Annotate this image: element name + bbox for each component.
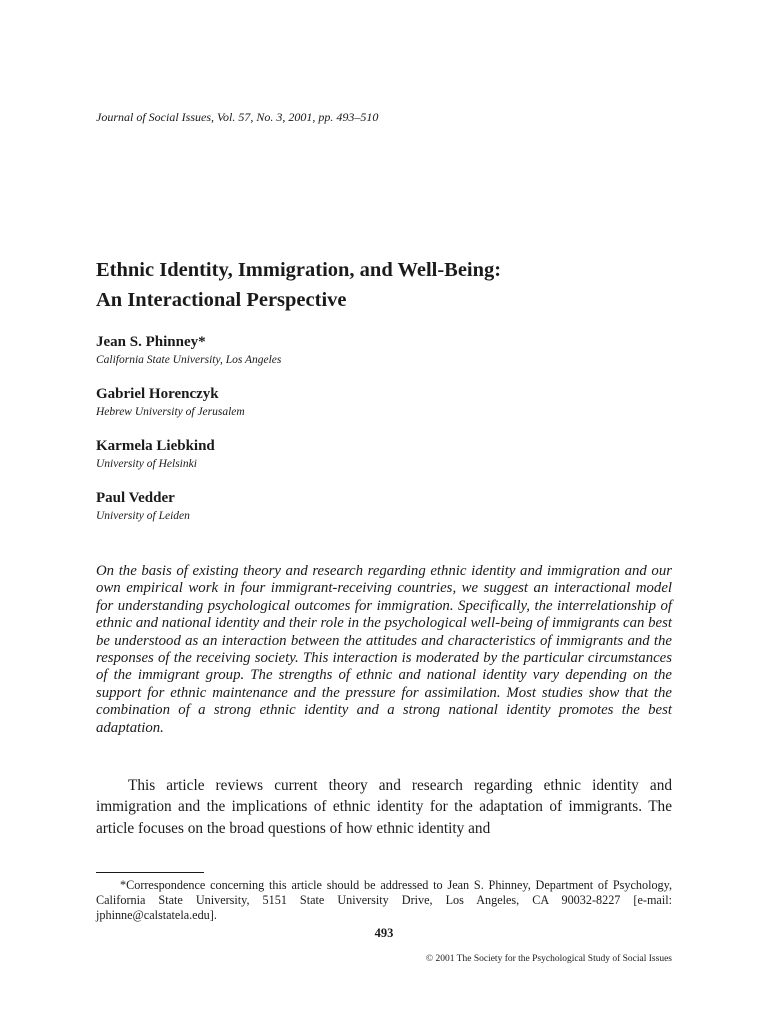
author-affiliation: California State University, Los Angeles [96, 354, 282, 366]
author-name: Gabriel Horenczyk [96, 386, 219, 402]
author-1 [96, 333, 281, 368]
author-name: Paul Vedder [96, 490, 175, 506]
footnote-divider [96, 872, 204, 873]
author-name: Karmela Liebkind [96, 438, 215, 454]
copyright-notice: © 2001 The Society for the Psychological Study of Social Issues [425, 954, 672, 964]
body-paragraph: This article reviews current theory and research regarding ethnic identity and immigration and the implications of ethnic identity for the adaptation of immigrants. The article focuses on the broad questions of how ethnic identity and [96, 777, 672, 837]
title-line-1: Ethnic Identity, Immigration, and Well-Being: [96, 259, 502, 281]
author-affiliation: University of Leiden [96, 510, 190, 522]
page-number: 493 [374, 926, 394, 940]
title-line-2: An Interactional Perspective [96, 289, 347, 311]
article-title [96, 255, 696, 315]
abstract: On the basis of existing theory and research regarding ethnic identity and immigration and our own empirical work in four immigrant-receiving countries, we suggest an interactional model for understanding psychological outcomes for immigration. Specifically, the interrelationship of ethnic and national identity and their role in the psychological well-being of immigrants can best be understood as an interaction between the attitudes and characteristics of immigrants and the responses of the receiving society. This interaction is moderated by the particular circumstances of the immigrant group. The strengths of ethnic and national identity vary depending on the support for ethnic maintenance and the pressure for assimilation. Most studies show that the combination of a strong ethnic identity and a strong national identity promotes the best adaptation. [96, 563, 672, 736]
author-4 [96, 489, 190, 524]
author-affiliation: Hebrew University of Jerusalem [96, 406, 245, 418]
correspondence-footnote: *Correspondence concerning this article should be addressed to Jean S. Phinney, Department of Psychology, California State University, 5151 State University Drive, Los Angeles, CA 90032-8227 [e-mail: jphinne@calstatela.edu]. [96, 878, 672, 923]
author-2 [96, 385, 245, 420]
author-affiliation: University of Helsinki [96, 458, 197, 470]
author-name: Jean S. Phinney* [96, 334, 206, 350]
journal-citation: Journal of Social Issues, Vol. 57, No. 3, 2001, pp. 493–510 [96, 110, 379, 124]
author-3 [96, 437, 215, 472]
